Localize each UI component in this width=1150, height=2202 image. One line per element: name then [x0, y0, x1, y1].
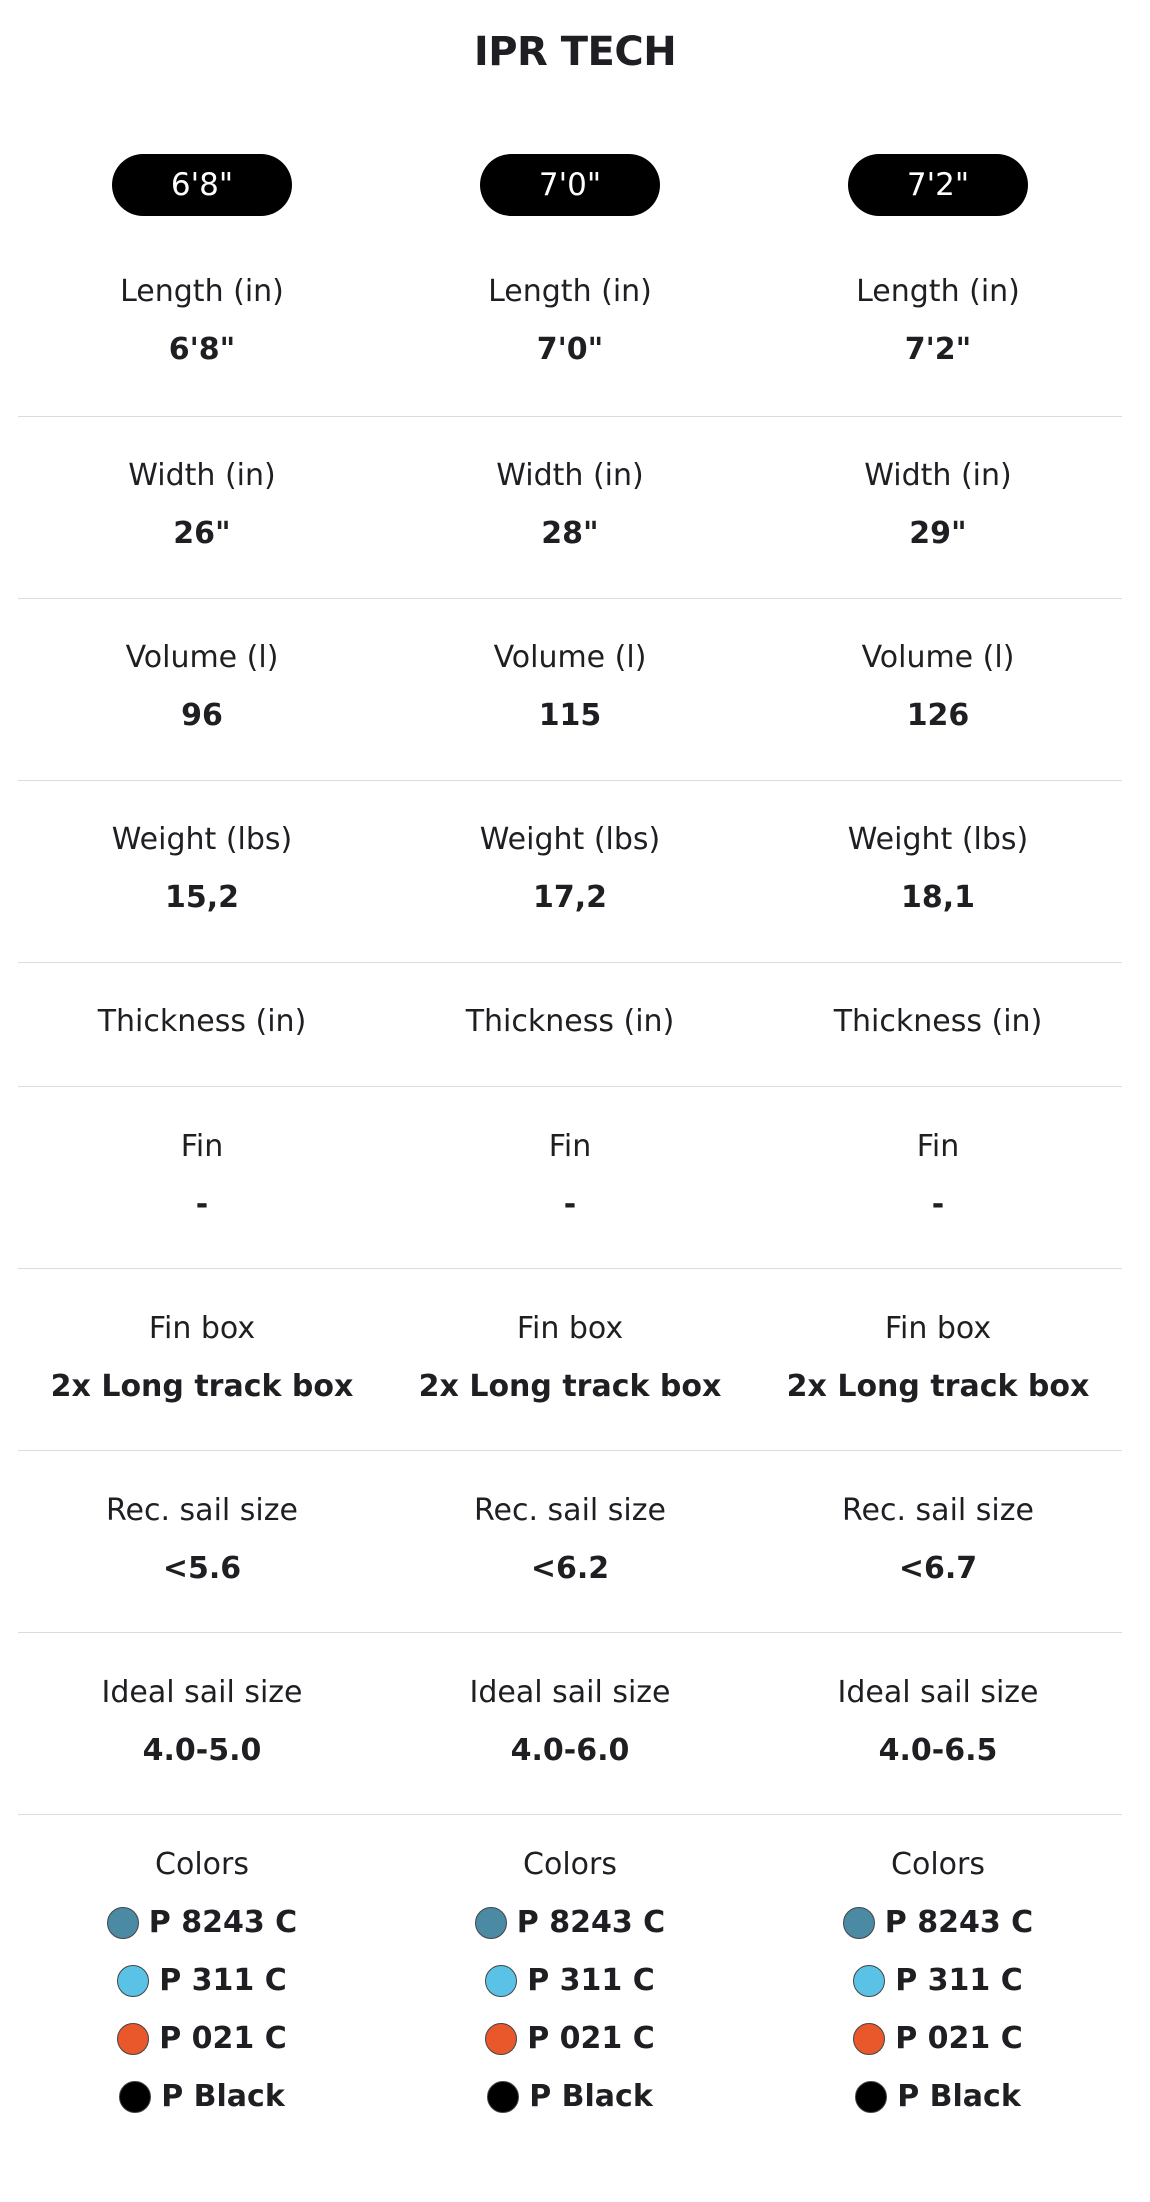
- spec-value: -: [563, 1187, 577, 1222]
- color-list: [386, 1903, 754, 2117]
- color-item: [18, 1961, 386, 2001]
- spec-value: 2x Long track box: [50, 1369, 354, 1404]
- spec-cell: [18, 820, 386, 918]
- spec-label: Length (in): [488, 274, 652, 309]
- spec-label: Thickness (in): [465, 1004, 675, 1039]
- spec-label: Length (in): [120, 274, 284, 309]
- spec-value: <6.2: [530, 1551, 610, 1586]
- color-swatch-icon: [485, 1965, 517, 1997]
- spec-label: Weight (lbs): [847, 822, 1029, 857]
- color-list: [754, 1903, 1122, 2117]
- spec-label: Width (in): [864, 458, 1012, 493]
- spec-value: 28": [541, 516, 599, 551]
- color-name: P 311 C: [159, 1963, 287, 1998]
- color-name: P Black: [529, 2079, 653, 2114]
- spec-value: 4.0-6.0: [510, 1733, 630, 1768]
- spec-label: Fin box: [148, 1311, 256, 1346]
- spec-label: Width (in): [128, 458, 276, 493]
- spec-cell: [386, 272, 754, 370]
- colors-cell: [754, 1845, 1122, 2135]
- spec-label: Rec. sail size: [474, 1493, 666, 1528]
- color-item: [18, 1903, 386, 1943]
- spec-label: Weight (lbs): [111, 822, 293, 857]
- color-item: [754, 1903, 1122, 1943]
- colors-label: Colors: [155, 1847, 249, 1882]
- color-name: P 8243 C: [884, 1905, 1034, 1940]
- spec-value: 2x Long track box: [418, 1369, 722, 1404]
- spec-row-width: [18, 456, 1122, 599]
- spec-value: 7'0": [536, 332, 604, 367]
- color-item: [386, 1903, 754, 1943]
- color-swatch-icon: [117, 1965, 149, 1997]
- spec-value: 4.0-5.0: [142, 1733, 262, 1768]
- size-tab-6-8[interactable]: 6'8": [112, 154, 292, 216]
- spec-cell: [18, 272, 386, 370]
- color-item: [386, 1961, 754, 2001]
- spec-row-weight: [18, 820, 1122, 963]
- spec-label: Thickness (in): [833, 1004, 1043, 1039]
- color-item: [754, 2077, 1122, 2117]
- color-item: [386, 2077, 754, 2117]
- spec-label: Width (in): [496, 458, 644, 493]
- spec-cell: [386, 1673, 754, 1771]
- spec-label: Volume (l): [493, 640, 647, 675]
- color-swatch-icon: [855, 2081, 887, 2113]
- spec-label: Ideal sail size: [469, 1675, 671, 1710]
- colors-label: Colors: [891, 1847, 985, 1882]
- spec-label: Weight (lbs): [479, 822, 661, 857]
- spec-cell: [754, 1002, 1122, 1042]
- spec-cell: [386, 638, 754, 736]
- spec-label: Ideal sail size: [101, 1675, 303, 1710]
- spec-value: 7'2": [904, 332, 972, 367]
- color-swatch-icon: [853, 1965, 885, 1997]
- spec-cell: [754, 820, 1122, 918]
- spec-label: Length (in): [856, 274, 1020, 309]
- color-name: P 311 C: [527, 1963, 655, 1998]
- spec-value: 126: [906, 698, 970, 733]
- spec-label: Thickness (in): [97, 1004, 307, 1039]
- spec-value: <5.6: [162, 1551, 242, 1586]
- spec-cell: [754, 638, 1122, 736]
- colors-cell: [18, 1845, 386, 2135]
- color-swatch-icon: [475, 1907, 507, 1939]
- color-name: P 8243 C: [148, 1905, 298, 1940]
- spec-value: 17,2: [532, 880, 608, 915]
- color-swatch-icon: [487, 2081, 519, 2113]
- spec-row-fin-box: [18, 1309, 1122, 1451]
- spec-label: Fin box: [884, 1311, 992, 1346]
- spec-label: Volume (l): [861, 640, 1015, 675]
- spec-value: 6'8": [168, 332, 236, 367]
- color-name: P 311 C: [895, 1963, 1023, 1998]
- spec-row-colors: [18, 1845, 1122, 2145]
- color-swatch-icon: [107, 1907, 139, 1939]
- spec-label: Rec. sail size: [842, 1493, 1034, 1528]
- color-name: P Black: [897, 2079, 1021, 2114]
- color-name: P Black: [161, 2079, 285, 2114]
- color-swatch-icon: [843, 1907, 875, 1939]
- spec-cell: [386, 1127, 754, 1225]
- spec-value: 4.0-6.5: [878, 1733, 998, 1768]
- spec-value: 2x Long track box: [786, 1369, 1090, 1404]
- spec-label: Ideal sail size: [837, 1675, 1039, 1710]
- colors-label: Colors: [523, 1847, 617, 1882]
- spec-label: Fin: [916, 1129, 960, 1164]
- color-item: [754, 2019, 1122, 2059]
- spec-cell: [18, 1491, 386, 1589]
- spec-label: Rec. sail size: [106, 1493, 298, 1528]
- spec-cell: [754, 456, 1122, 554]
- spec-cell: [386, 1309, 754, 1407]
- spec-row-ideal-sail-size: [18, 1673, 1122, 1815]
- spec-cell: [754, 1309, 1122, 1407]
- spec-row-length: [18, 272, 1122, 417]
- color-item: [18, 2019, 386, 2059]
- color-item: [754, 1961, 1122, 2001]
- color-swatch-icon: [853, 2023, 885, 2055]
- spec-value: 26": [173, 516, 231, 551]
- spec-cell: [754, 1127, 1122, 1225]
- spec-value: 96: [181, 698, 223, 733]
- spec-row-thickness: [18, 1002, 1122, 1087]
- spec-row-volume: [18, 638, 1122, 781]
- spec-value: -: [195, 1187, 209, 1222]
- color-name: P 021 C: [527, 2021, 655, 2056]
- spec-cell: [386, 456, 754, 554]
- spec-cell: [754, 1673, 1122, 1771]
- spec-cell: [18, 1127, 386, 1225]
- color-swatch-icon: [485, 2023, 517, 2055]
- spec-row-rec-sail-size: [18, 1491, 1122, 1633]
- spec-value: -: [931, 1187, 945, 1222]
- spec-cell: [754, 272, 1122, 370]
- spec-value: 18,1: [900, 880, 976, 915]
- color-name: P 021 C: [159, 2021, 287, 2056]
- spec-label: Fin: [548, 1129, 592, 1164]
- spec-cell: [18, 638, 386, 736]
- spec-cell: [18, 1002, 386, 1042]
- spec-cell: [18, 1309, 386, 1407]
- spec-cell: [386, 1491, 754, 1589]
- spec-row-fin: [18, 1127, 1122, 1269]
- size-tab-7-2[interactable]: 7'2": [848, 154, 1028, 216]
- spec-label: Fin box: [516, 1311, 624, 1346]
- spec-value: 115: [538, 698, 602, 733]
- size-tab-7-0[interactable]: 7'0": [480, 154, 660, 216]
- colors-cell: [386, 1845, 754, 2135]
- spec-cell: [18, 456, 386, 554]
- spec-value: <6.7: [898, 1551, 978, 1586]
- color-item: [386, 2019, 754, 2059]
- spec-value: 29": [909, 516, 967, 551]
- spec-label: Volume (l): [125, 640, 279, 675]
- color-swatch-icon: [117, 2023, 149, 2055]
- spec-cell: [18, 1673, 386, 1771]
- spec-label: Fin: [180, 1129, 224, 1164]
- spec-cell: [386, 1002, 754, 1042]
- color-item: [18, 2077, 386, 2117]
- color-name: P 8243 C: [516, 1905, 666, 1940]
- page-title: IPR TECH: [473, 29, 677, 75]
- color-swatch-icon: [119, 2081, 151, 2113]
- spec-cell: [754, 1491, 1122, 1589]
- spec-cell: [386, 820, 754, 918]
- color-list: [18, 1903, 386, 2117]
- color-name: P 021 C: [895, 2021, 1023, 2056]
- spec-value: 15,2: [164, 880, 240, 915]
